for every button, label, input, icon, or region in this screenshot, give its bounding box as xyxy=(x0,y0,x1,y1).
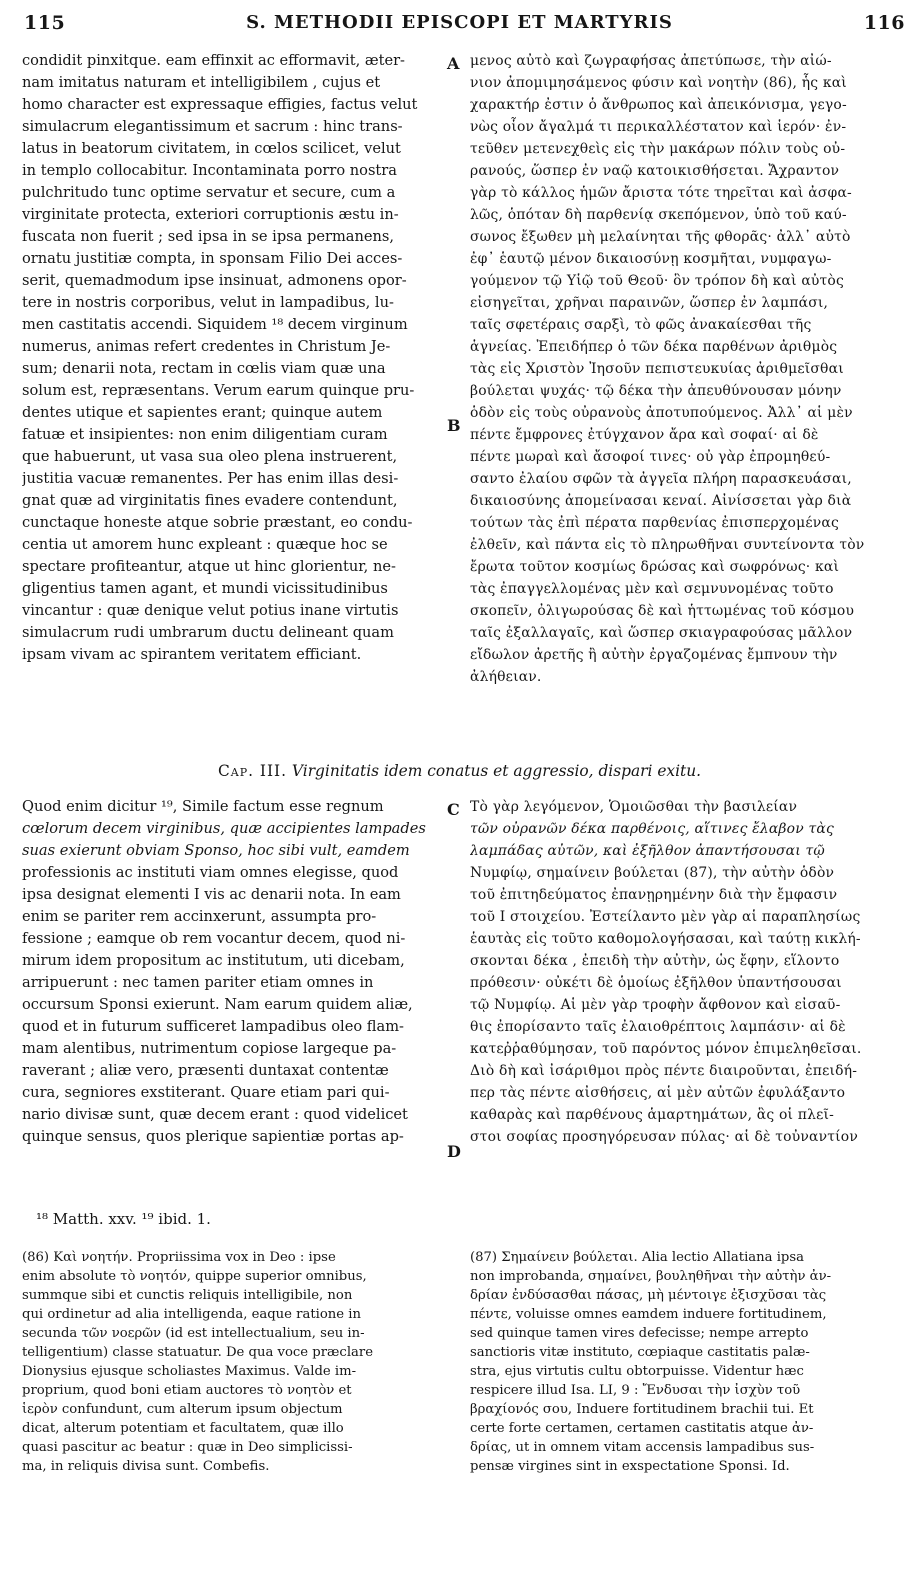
note-line: proprium, quod boni etiam auctores τὸ νοητὸν et xyxy=(22,1383,352,1398)
latin-text-line: vincantur : quæ denique velut potius inane virtutis xyxy=(22,602,399,619)
page-number-right: 116 xyxy=(863,12,905,34)
greek-text-line: ταῖς σφετέραις σαρξὶ, τὸ φῶς ἀνακαίεσθαι τῆς xyxy=(470,317,812,333)
greek-text-line: ἐλθεῖν, καὶ πάντα εἰς τὸ πληρωθῆναι συντείνοντα τὸν xyxy=(470,537,865,553)
greek-text-line: πρόθεσιν· οὐκέτι δὲ ὁμοίως ἐξῆλθον ὑπαντήσουσαι xyxy=(470,975,842,991)
greek-text-line: τούτων τὰς ἐπὶ πέρατα παρθενίας ἐπισπερχομένας xyxy=(470,515,839,531)
greek-text-line: δικαιοσύνης ἀπομείνασαι κεναί. Αἰνίσσεται γὰρ διὰ xyxy=(470,493,852,509)
greek-text-line: τὰς εἰς Χριστὸν Ἰησοῦν πεπιστευκυίας ἀριθμεῖσθαι xyxy=(470,361,844,377)
column-marker-c: C xyxy=(447,800,460,819)
latin-text-line: homo character est expressaque effigies, factus velut xyxy=(22,96,418,113)
note-86 xyxy=(22,1248,452,1476)
latin-text-line: mam alentibus, nutrimentum copiose largeque pa- xyxy=(22,1040,397,1057)
latin-text-line: simulacrum rudi umbrarum ductu delineant quam xyxy=(22,624,394,641)
latin-text-line: raverant ; aliæ vero, præsenti duntaxat contentæ xyxy=(22,1062,389,1079)
greek-text-line: ἑαυτὰς εἰς τοῦτο καθομολογήσασαι, καὶ ταύτῃ κικλή- xyxy=(470,931,861,947)
greek-text-line: Διὸ δὴ καὶ ἰσάριθμοι πρὸς πέντε διαιροῦνται, ἐπειδή- xyxy=(470,1063,858,1079)
greek-text-line: ρανούς, ὥσπερ ἐν ναῷ κατοικισθήσεται. Ἄχραντον xyxy=(470,163,840,179)
greek-text-line: ταῖς ἐξαλλαγαῖς, καὶ ὥσπερ σκιαγραφούσας μᾶλλον xyxy=(470,625,853,641)
column-marker-d: D xyxy=(447,1142,461,1161)
note-line: πέντε, voluisse omnes eamdem induere fortitudinem, xyxy=(470,1307,827,1322)
note-line: respicere illud Isa. LI, 9 : Ἔνδυσαι τὴν ἰσχὺν τοῦ xyxy=(470,1383,801,1398)
note-line: βραχίονός σου, Induere fortitudinem brachii tui. Et xyxy=(470,1402,814,1417)
greek-text-line: χαρακτήρ ἐστιν ὁ ἄνθρωπος καὶ ἀπεικόνισμα, γεγο- xyxy=(470,97,847,113)
latin-text-line: cura, segniores exstiterant. Quare etiam pari qui- xyxy=(22,1084,390,1101)
greek-text-line: τῷ Νυμφίῳ. Αἱ μὲν γὰρ τροφὴν ἄφθονον καὶ εἰσαῦ- xyxy=(470,997,841,1013)
running-title: S. METHODII EPISCOPI ET MARTYRIS xyxy=(246,12,673,33)
latin-column-lower xyxy=(22,796,442,1148)
latin-text-line: fatuæ et insipientes: non enim diligentiam curam xyxy=(22,426,388,443)
latin-text-line: ipsam vivam ac spirantem veritatem efficiant. xyxy=(22,646,362,663)
footnote-references: ¹⁸ Matth. xxv. ¹⁹ ibid. 1. xyxy=(36,1210,211,1228)
note-line: certe forte certamen, certamen castitatis atque ἀν- xyxy=(470,1421,814,1436)
latin-text-line: latus in beatorum civitatem, in cœlos scilicet, velut xyxy=(22,140,401,157)
latin-text-line: solum est, repræsentans. Verum earum quinque pru- xyxy=(22,382,415,399)
latin-text-line: men castitatis accendi. Siquidem ¹⁸ decem virginum xyxy=(22,316,408,333)
latin-text-line: que habuerunt, ut vasa sua oleo plena instruerent, xyxy=(22,448,398,465)
greek-text-line: νιον ἀπομιμησάμενος φύσιν καὶ νοητὴν (86), ἧς καὶ xyxy=(470,75,847,91)
column-marker-a: A xyxy=(447,54,460,73)
chapter-heading xyxy=(0,762,919,780)
note-line: pensæ virgines sint in exspectatione Sponsi. Id. xyxy=(470,1459,790,1474)
greek-text-line: λῶς, ὁπόταν δὴ παρθενίᾳ σκεπόμενον, ὑπὸ τοῦ καύ- xyxy=(470,207,847,223)
greek-text-line: σκονται δέκα , ἐπειδὴ τὴν αὐτὴν, ὡς ἔφην, εἵλοντο xyxy=(470,953,840,969)
latin-text-line: fuscata non fuerit ; sed ipsa in se ipsa permanens, xyxy=(22,228,395,245)
latin-text-line: sum; denarii nota, rectam in cœlis viam quæ una xyxy=(22,360,386,377)
greek-text-line: καθαρὰς καὶ παρθένους ἁμαρτημάτων, ἃς οἱ πλεῖ- xyxy=(470,1107,835,1123)
greek-text-line: σωνος ἔξωθεν μὴ μελαίνηται τῆς φθορᾶς· ἀλλ᾽ αὐτὸ xyxy=(470,229,851,245)
greek-text-line: σαντο ἐλαίου σφῶν τὰ ἀγγεῖα πλήρη παρασκευάσαι, xyxy=(470,471,852,487)
greek-text-line: Τὸ γὰρ λεγόμενον, Ὁμοιῶσθαι τὴν βασιλείαν xyxy=(470,799,798,815)
latin-text-line: condidit pinxitque. eam effinxit ac efformavit, æter- xyxy=(22,52,405,69)
greek-text-line: ἐφ᾽ ἑαυτῷ μένον δικαιοσύνῃ κοσμῆται, νυμφαγω- xyxy=(470,251,832,267)
greek-text-line: τεῦθεν μετενεχθεὶς εἰς τὴν μακάρων πόλιν τοὺς οὐ- xyxy=(470,141,846,157)
greek-text-line: γούμενον τῷ Υἱῷ τοῦ Θεοῦ· ὃν τρόπον δὴ καὶ αὐτὸς xyxy=(470,273,844,289)
latin-text-line: quinque sensus, quos plerique sapientiæ portas ap- xyxy=(22,1128,404,1145)
latin-text-line: mirum idem propositum ac institutum, uti dicebam, xyxy=(22,952,405,969)
note-line: ἱερὸν confundunt, cum alterum ipsum objectum xyxy=(22,1402,343,1417)
note-line: ma, in reliquis divisa sunt. Combefis. xyxy=(22,1459,270,1474)
greek-text-line: μενος αὐτὸ καὶ ζωγραφήσας ἀπετύπωσε, τὴν αἰώ- xyxy=(470,53,832,69)
greek-text-line: στοι σοφίας προσηγόρευσαν πύλας· αἱ δὲ τοὐναντίον xyxy=(470,1129,858,1145)
note-line: (86) Καὶ νοητήν. Propriissima vox in Deo : ipse xyxy=(22,1250,336,1265)
running-head xyxy=(0,12,919,48)
note-line: quasi pascitur ac beatur : quæ in Deo simplicissi- xyxy=(22,1440,353,1455)
note-line: enim absolute τὸ νοητόν, quippe superior omnibus, xyxy=(22,1269,367,1284)
latin-text-line: simulacrum elegantissimum et sacrum : hinc trans- xyxy=(22,118,403,135)
greek-text-line: περ τὰς πέντε αἰσθήσεις, αἱ μὲν αὐτῶν ἐφυλάξαντο xyxy=(470,1085,846,1101)
note-line: sed quinque tamen vires defecisse; nempe arrepto xyxy=(470,1326,809,1341)
note-line: δρίαν ἐνδύσασθαι πάσας, μὴ μέντοιγε ἐξισχῦσαι τὰς xyxy=(470,1288,827,1303)
latin-text-line: tere in nostris corporibus, velut in lampadibus, lu- xyxy=(22,294,394,311)
latin-text-line: cunctaque honeste atque sobrie præstant, eo condu- xyxy=(22,514,413,531)
page-number-left: 115 xyxy=(24,12,66,34)
greek-text-line: Νυμφίῳ, σημαίνειν βούλεται (87), τὴν αὐτὴν ὁδὸν xyxy=(470,865,835,881)
note-line: dicat, alterum potentiam et facultatem, quæ illo xyxy=(22,1421,344,1436)
greek-text-line: κατεῤῥαθύμησαν, τοῦ παρόντος μόνον ἐπιμεληθεῖσαι. xyxy=(470,1041,862,1057)
greek-text-line: ἁγνείας. Ἐπειδήπερ ὁ τῶν δέκα παρθένων ἀριθμὸς xyxy=(470,339,838,355)
greek-column-upper xyxy=(470,50,902,688)
greek-text-line: πέντε ἔμφρονες ἐτύγχανον ἄρα καὶ σοφαί· αἱ δὲ xyxy=(470,427,819,443)
greek-text-line: εἰσηγεῖται, χρῆναι παραινῶν, ὥσπερ ἐν λαμπάσι, xyxy=(470,295,829,311)
latin-text-line: suas exierunt obviam Sponso, hoc sibi vult, eamdem xyxy=(22,842,410,859)
greek-text-line: πέντε μωραὶ καὶ ἄσοφοί τινες· οὐ γὰρ ἐπρομηθεύ- xyxy=(470,449,831,465)
greek-text-line: βούλεται ψυχάς· τῷ δέκα τὴν ἀπευθύνουσαν μόνην xyxy=(470,383,842,399)
greek-text-line: ἔρωτα τοῦτον κοσμίως δρώσας καὶ σωφρόνως· καὶ xyxy=(470,559,840,575)
latin-text-line: Quod enim dicitur ¹⁹, Simile factum esse regnum xyxy=(22,798,384,815)
column-marker-b: B xyxy=(447,416,461,435)
greek-text-line: τὰς ἐπαγγελλομένας μὲν καὶ σεμνυνομένας τοῦτο xyxy=(470,581,834,597)
greek-text-line: ὁδὸν εἰς τοὺς οὐρανοὺς ἀποτυπούμενος. Ἀλλ᾽ αἱ μὲν xyxy=(470,405,853,421)
note-line: (87) Σημαίνειν βούλεται. Alia lectio Allatiana ipsa xyxy=(470,1250,804,1265)
latin-text-line: fessione ; eamque ob rem vocantur decem, quod ni- xyxy=(22,930,406,947)
note-line: non improbanda, σημαίνει, βουληθῆναι τὴν αὐτὴν ἀν- xyxy=(470,1269,832,1284)
latin-text-line: dentes utique et sapientes erant; quinque autem xyxy=(22,404,383,421)
chapter-label: Cap. III. xyxy=(217,762,288,780)
latin-text-line: ipsa designat elementi I vis ac denarii nota. In eam xyxy=(22,886,401,903)
latin-text-line: occursum Sponsi exierunt. Nam earum quidem aliæ, xyxy=(22,996,413,1013)
note-line: sanctioris vitæ instituto, cœpiaque castitatis palæ- xyxy=(470,1345,810,1360)
latin-text-line: enim se pariter rem accinxerunt, assumpta pro- xyxy=(22,908,377,925)
note-line: stra, ejus virtutis cultu obtorpuisse. Videntur hæc xyxy=(470,1364,804,1379)
note-line: δρίας, ut in omnem vitam accensis lampadibus sus- xyxy=(470,1440,815,1455)
latin-text-line: serit, quemadmodum ipse insinuat, admonens opor- xyxy=(22,272,407,289)
latin-text-line: gligentius tamen agant, et mundi vicissitudinibus xyxy=(22,580,388,597)
latin-text-line: nam imitatus naturam et intelligibilem , cujus et xyxy=(22,74,381,91)
greek-text-line: τοῦ Ι στοιχείου. Ἐστείλαντο μὲν γὰρ αἱ παραπλησίως xyxy=(470,909,861,925)
note-87 xyxy=(470,1248,902,1476)
latin-text-line: virginitate protecta, exteriori corruptionis æstu in- xyxy=(22,206,399,223)
note-line: telligentium) classe statuatur. De qua voce præclare xyxy=(22,1345,374,1360)
latin-text-line: justitia vacuæ remanentes. Per has enim illas desi- xyxy=(22,470,399,487)
greek-text-line: γὰρ τὸ κάλλος ἡμῶν ἄριστα τότε τηρεῖται καὶ ἀσφα- xyxy=(470,185,852,201)
latin-text-line: quod et in futurum sufficeret lampadibus oleo flam- xyxy=(22,1018,404,1035)
latin-text-line: pulchritudo tunc optime servatur et secure, cum a xyxy=(22,184,396,201)
latin-text-line: numerus, animas refert credentes in Christum Je- xyxy=(22,338,391,355)
note-line: secunda τῶν νοερῶν (id est intellectualium, seu in- xyxy=(22,1326,365,1341)
latin-column-upper xyxy=(22,50,442,666)
latin-text-line: spectare profiteantur, atque ut hinc glorientur, ne- xyxy=(22,558,396,575)
greek-text-line: νὼς οἷον ἄγαλμά τι περικαλλέστατον καὶ ἱερόν· ἐν- xyxy=(470,119,847,135)
latin-text-line: gnat quæ ad virginitatis fines evadere contendunt, xyxy=(22,492,398,509)
note-line: qui ordinetur ad alia intelligenda, eaque ratione in xyxy=(22,1307,361,1322)
greek-text-line: ἀλήθειαν. xyxy=(470,669,542,685)
chapter-title: Virginitatis idem conatus et aggressio, dispari exitu. xyxy=(291,762,702,780)
greek-text-line: τοῦ ἐπιτηδεύματος ἐπανῃρημένην διὰ τὴν ἔμφασιν xyxy=(470,887,838,903)
latin-text-line: professionis ac instituti viam omnes elegisse, quod xyxy=(22,864,399,881)
latin-text-line: nario divisæ sunt, quæ decem erant : quod videlicet xyxy=(22,1106,408,1123)
latin-text-line: cœlorum decem virginibus, quæ accipientes lampades xyxy=(22,820,426,837)
latin-text-line: ornatu justitiæ compta, in sponsam Filio Dei acces- xyxy=(22,250,403,267)
greek-text-line: εἴδωλον ἀρετῆς ἢ αὐτὴν ἐργαζομένας ἔμπνουν τὴν xyxy=(470,647,838,663)
greek-text-line: λαμπάδας αὐτῶν, καὶ ἐξῆλθον ἀπαντήσουσαι τῷ xyxy=(470,843,825,859)
greek-text-line: σκοπεῖν, ὀλιγωρούσας δὲ καὶ ἡττωμένας τοῦ κόσμου xyxy=(470,603,855,619)
latin-text-line: centia ut amorem hunc expleant : quæque hoc se xyxy=(22,536,388,553)
greek-text-line: θις ἐπορίσαντο ταῖς ἐλαιοθρέπτοις λαμπάσιν· αἱ δὲ xyxy=(470,1019,846,1035)
greek-column-lower xyxy=(470,796,902,1148)
latin-text-line: arripuerunt : nec tamen pariter etiam omnes in xyxy=(22,974,374,991)
note-line: summque sibi et cunctis reliquis intelligibile, non xyxy=(22,1288,353,1303)
note-line: Dionysius ejusque scholiastes Maximus. Valde im- xyxy=(22,1364,357,1379)
latin-text-line: in templo collocabitur. Incontaminata porro nostra xyxy=(22,162,397,179)
greek-text-line: τῶν οὐρανῶν δέκα παρθένοις, αἵτινες ἔλαβον τὰς xyxy=(470,821,834,837)
